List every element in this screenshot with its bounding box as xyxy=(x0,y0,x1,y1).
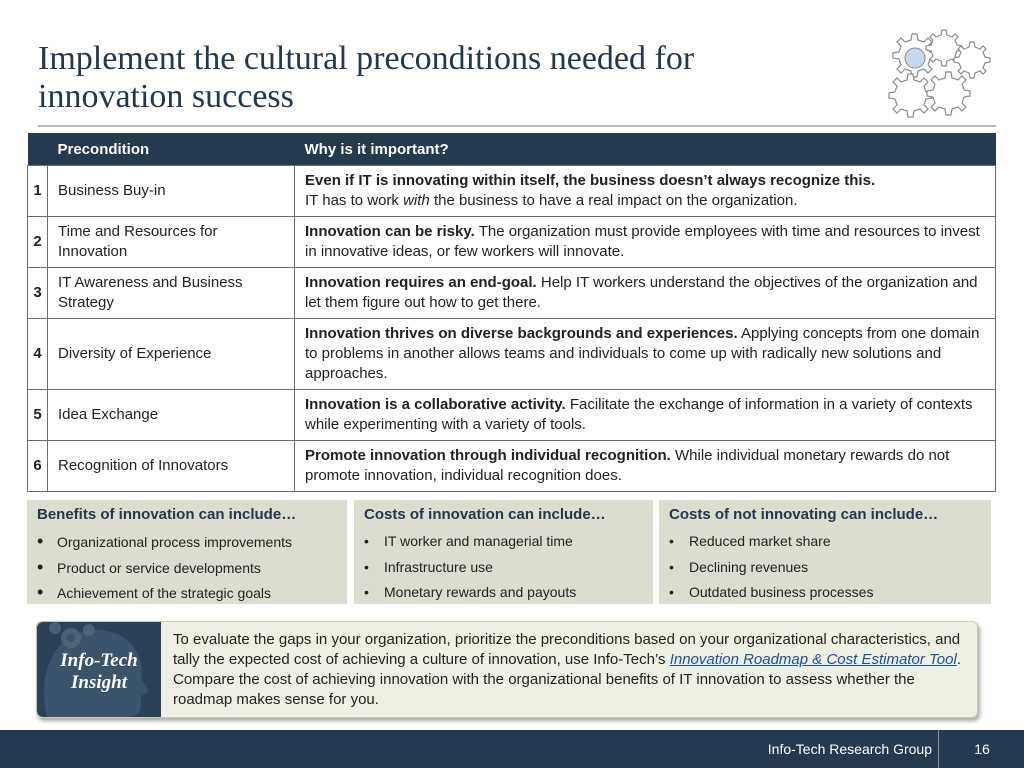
gears-icon xyxy=(884,26,996,126)
list-item xyxy=(669,529,991,555)
list-item xyxy=(364,555,653,581)
why-cell xyxy=(295,166,996,217)
footer-divider xyxy=(938,730,939,768)
precondition-cell: Recognition of Innovators xyxy=(48,441,295,492)
insight-text-part: . Compare the cost of achieving innovation with the organizational benefits of IT innovation to assess whether the roadmap makes sense for you. xyxy=(173,651,961,708)
why-text: the business to have a real impact on the organization. xyxy=(429,192,798,209)
why-text: While individual monetary rewards do not promote innovation, individual recognition does. xyxy=(305,447,950,484)
why-text: Help IT workers understand the objectives of the organization and let them figure out how to get there. xyxy=(305,274,978,311)
list-item xyxy=(37,529,347,555)
table-row xyxy=(28,217,996,268)
why-text: The organization must provide employees with time and resources to invest in innovative ideas, or few workers will innovate. xyxy=(305,223,980,260)
why-text: Applying concepts from one domain to problems in another allows teams and individuals to come up with radically new solutions and approaches. xyxy=(305,325,980,382)
list-item-text: Declining revenues xyxy=(689,558,809,575)
title-divider xyxy=(38,125,996,127)
preconditions-table xyxy=(27,133,996,492)
insight-text xyxy=(173,630,963,710)
roadmap-tool-link[interactable]: Innovation Roadmap & Cost Estimator Tool xyxy=(669,651,957,668)
precondition-cell: IT Awareness and Business Strategy xyxy=(48,268,295,319)
costs-not-innovating-box xyxy=(659,500,991,604)
list-item-text: Reduced market share xyxy=(689,533,831,549)
box-title: Benefits of innovation can include… xyxy=(37,506,297,523)
insight-label-line: Info-Tech xyxy=(60,650,138,671)
insight-label-line: Insight xyxy=(71,672,127,693)
box-list xyxy=(27,529,347,606)
row-number: 5 xyxy=(28,390,48,441)
list-item-text: IT worker and managerial time xyxy=(384,533,573,549)
why-cell xyxy=(295,390,996,441)
insight-tag xyxy=(37,622,161,717)
page-title: Implement the cultural preconditions needed for innovation success xyxy=(38,40,695,115)
list-item xyxy=(364,529,653,555)
table-header-row xyxy=(28,133,996,166)
bullet-icon: • xyxy=(364,584,369,600)
box-title: Costs of innovation can include… xyxy=(364,506,606,523)
list-item xyxy=(669,580,991,606)
bullet-icon: • xyxy=(364,558,369,575)
bullet-icon: • xyxy=(37,556,44,577)
bullet-icon: • xyxy=(669,558,674,575)
bullet-icon: • xyxy=(669,584,674,600)
why-text: IT has to work xyxy=(305,192,404,209)
table-row xyxy=(28,166,996,217)
why-cell xyxy=(295,441,996,492)
list-item-text: Organizational process improvements xyxy=(57,534,292,550)
row-number: 6 xyxy=(28,441,48,492)
row-number: 2 xyxy=(28,217,48,268)
list-item xyxy=(37,580,347,606)
precondition-cell: Idea Exchange xyxy=(48,390,295,441)
bullet-icon: • xyxy=(37,582,44,602)
footer xyxy=(0,730,1024,768)
list-item-text: Product or service developments xyxy=(57,559,261,576)
insight-text-part: To evaluate the gaps in your organization, prioritize the preconditions based on your organizational characteristics, and tally the expected cost of achieving a culture of innovation, use Info-Tech’s xyxy=(173,631,961,668)
why-bold: Innovation thrives on diverse backgrounds and experiences. xyxy=(305,325,738,342)
precondition-cell: Diversity of Experience xyxy=(48,319,295,390)
box-list xyxy=(354,529,653,606)
why-cell xyxy=(295,319,996,390)
list-item xyxy=(669,555,991,581)
why-emphasis: with xyxy=(403,192,430,209)
list-item-text: Infrastructure use xyxy=(384,558,493,575)
footer-org: Info-Tech Research Group xyxy=(767,741,932,757)
why-bold: Even if IT is innovating within itself, the business doesn’t always recognize this. xyxy=(305,172,876,189)
precondition-cell: Business Buy-in xyxy=(48,166,295,217)
why-bold: Innovation is a collaborative activity. xyxy=(305,396,566,413)
table-row xyxy=(28,268,996,319)
page-number: 16 xyxy=(974,741,990,757)
table-row xyxy=(28,319,996,390)
benefits-box xyxy=(27,500,347,604)
insight-label xyxy=(37,650,161,694)
why-cell xyxy=(295,268,996,319)
header-precondition: Precondition xyxy=(48,133,295,166)
why-bold: Innovation can be risky. xyxy=(305,223,475,240)
why-text: Facilitate the exchange of information in a variety of contexts while experimenting with a variety of tools. xyxy=(305,396,973,433)
header-why: Why is it important? xyxy=(295,133,996,166)
box-title: Costs of not innovating can include… xyxy=(669,506,939,523)
bullet-icon: • xyxy=(669,533,674,549)
precondition-cell: Time and Resources for Innovation xyxy=(48,217,295,268)
row-number: 1 xyxy=(28,166,48,217)
row-number: 4 xyxy=(28,319,48,390)
table-row xyxy=(28,441,996,492)
bullet-icon: • xyxy=(37,531,44,551)
list-item-text: Monetary rewards and payouts xyxy=(384,584,577,600)
why-bold: Innovation requires an end-goal. xyxy=(305,274,537,291)
list-item-text: Achievement of the strategic goals xyxy=(57,585,272,601)
table-row xyxy=(28,390,996,441)
list-item xyxy=(364,580,653,606)
row-number: 3 xyxy=(28,268,48,319)
insight-callout xyxy=(36,621,978,718)
costs-box xyxy=(354,500,653,604)
bullet-icon: • xyxy=(364,533,369,549)
box-list xyxy=(659,529,991,606)
header-num xyxy=(28,133,48,166)
list-item xyxy=(37,555,347,581)
why-bold: Promote innovation through individual recognition. xyxy=(305,447,671,464)
list-item-text: Outdated business processes xyxy=(689,584,874,600)
why-cell xyxy=(295,217,996,268)
